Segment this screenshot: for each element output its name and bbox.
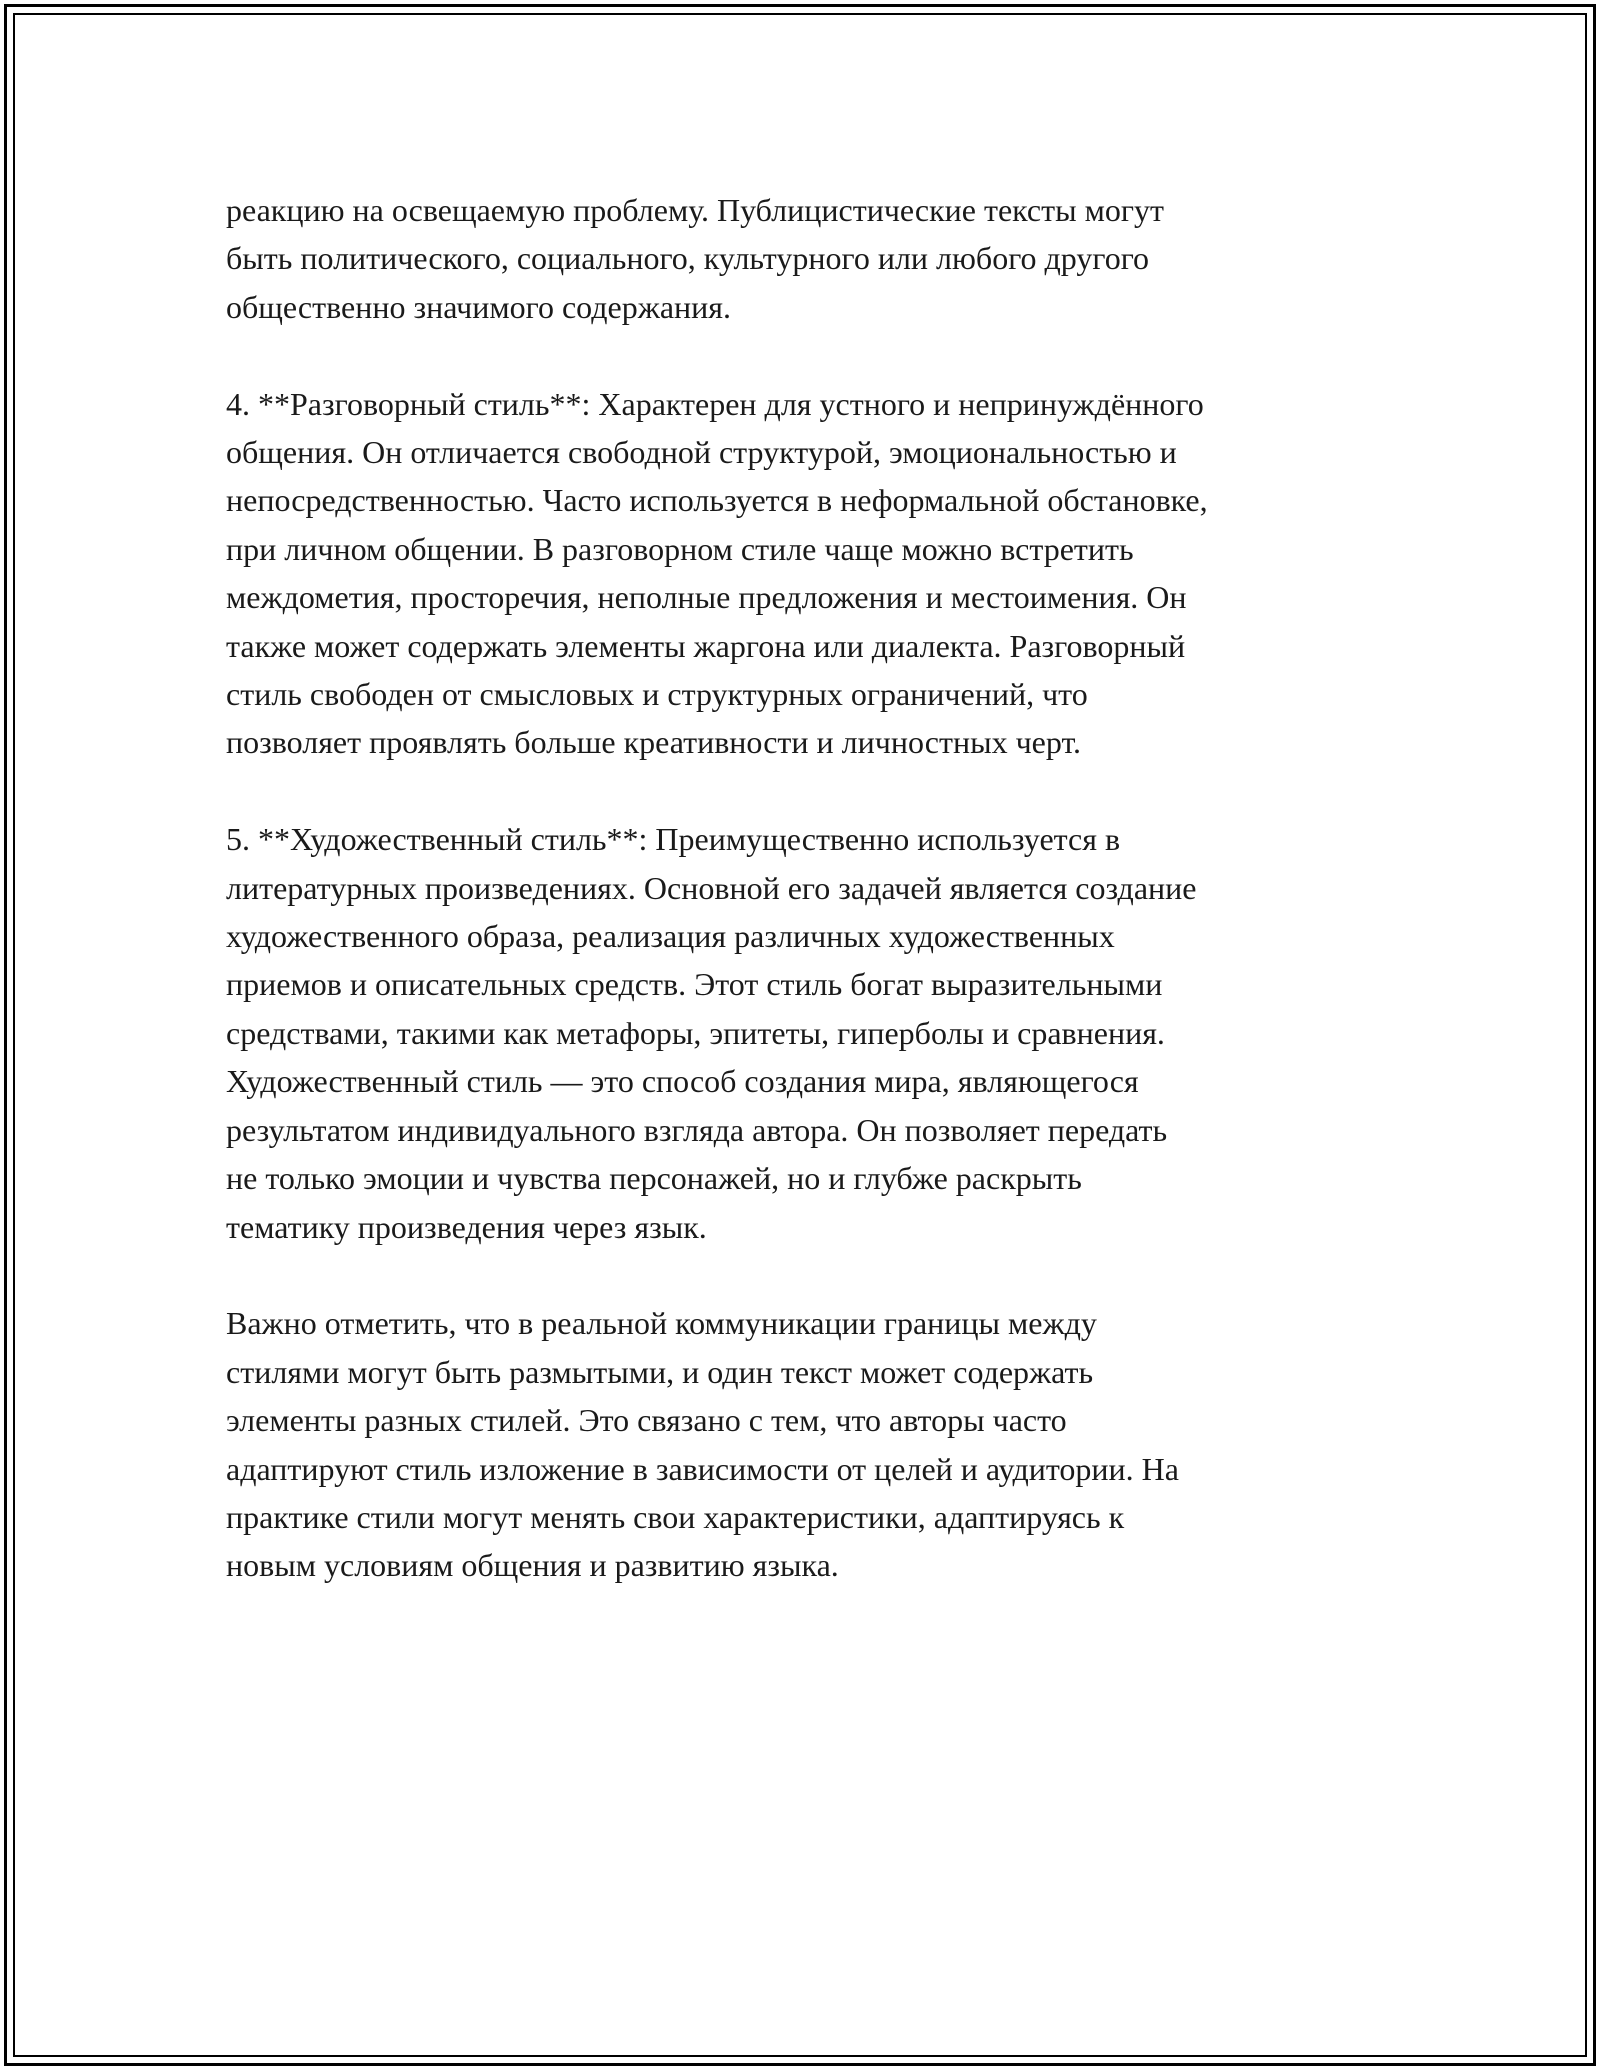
text-line: результатом индивидуального взгляда автора. Он позволяет передать	[226, 1111, 1168, 1148]
text-line: стилями могут быть размытыми, и один текст может содержать	[226, 1353, 1094, 1390]
text-line: литературных произведениях. Основной его задачей является создание	[226, 869, 1197, 906]
text-line: 5. **Художественный стиль**: Преимущественно используется в	[226, 821, 1121, 858]
text-line: новым условиям общения и развитию языка.	[226, 1547, 839, 1584]
text-line: практике стили могут менять свои характеристики, адаптируясь к	[226, 1498, 1125, 1535]
document-body	[226, 186, 1376, 1638]
text-line: тематику произведения через язык.	[226, 1208, 707, 1245]
paragraph-conversational-style	[226, 380, 1376, 767]
paragraph-conclusion	[226, 1299, 1376, 1589]
text-line: непосредственностью. Часто используется в неформальной обстановке,	[226, 482, 1208, 519]
text-line: приемов и описательных средств. Этот стиль богат выразительными	[226, 966, 1163, 1003]
text-line: средствами, такими как метафоры, эпитеты, гиперболы и сравнения.	[226, 1014, 1165, 1051]
text-line: стиль свободен от смысловых и структурных ограничений, что	[226, 676, 1088, 713]
text-line: Художественный стиль — это способ создания мира, являющегося	[226, 1063, 1139, 1100]
text-line: общения. Он отличается свободной структурой, эмоциональностью и	[226, 434, 1177, 471]
text-line: при личном общении. В разговорном стиле чаще можно встретить	[226, 530, 1134, 567]
text-line: не только эмоции и чувства персонажей, но и глубже раскрыть	[226, 1160, 1082, 1197]
text-line: художественного образа, реализация различных художественных	[226, 918, 1115, 955]
text-line: позволяет проявлять больше креативности и личностных черт.	[226, 724, 1082, 761]
text-line: Важно отметить, что в реальной коммуникации границы между	[226, 1305, 1097, 1342]
text-line: 4. **Разговорный стиль**: Характерен для устного и непринуждённого	[226, 385, 1204, 422]
paragraph-artistic-style	[226, 815, 1376, 1251]
text-line: адаптируют стиль изложение в зависимости от целей и аудитории. На	[226, 1450, 1179, 1487]
text-line: также может содержать элементы жаргона или диалекта. Разговорный	[226, 627, 1186, 664]
text-line: общественно значимого содержания.	[226, 288, 732, 325]
paragraph-publicistic-end	[226, 186, 1376, 331]
text-line: элементы разных стилей. Это связано с тем, что авторы часто	[226, 1402, 1067, 1439]
text-line: междометия, просторечия, неполные предложения и местоимения. Он	[226, 579, 1187, 616]
text-line: быть политического, социального, культурного или любого другого	[226, 240, 1150, 277]
text-line: реакцию на освещаемую проблему. Публицистические тексты могут	[226, 192, 1164, 228]
